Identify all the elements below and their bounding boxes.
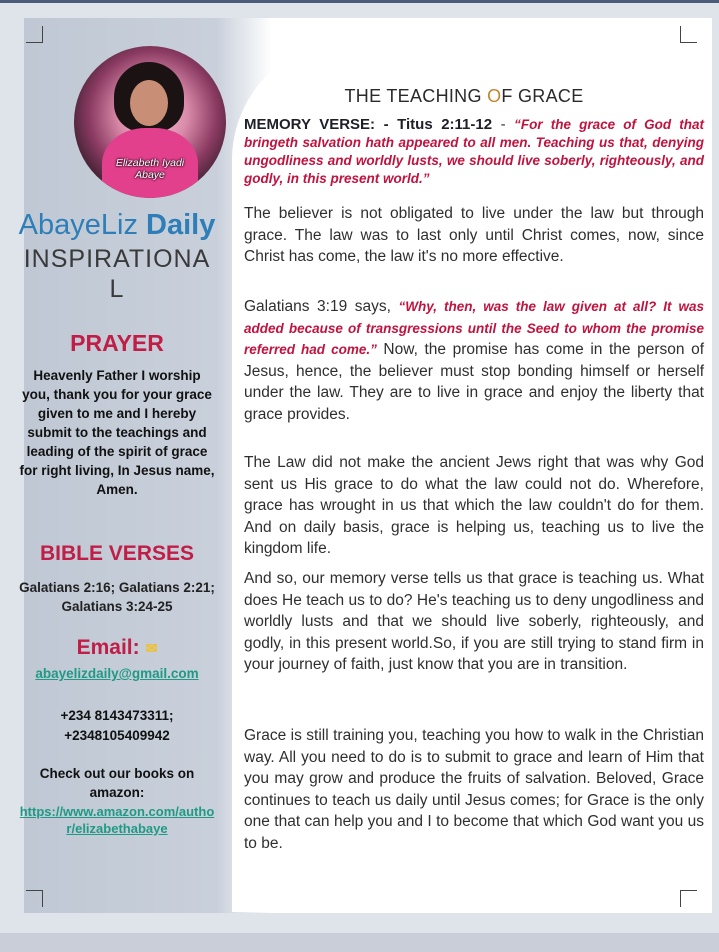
paragraph-5: Grace is still training you, teaching you how to walk in the Christian way. All you need to do is to submit to grace and learn of Him that you may grow and produce the fruits of salvation. Beloved, Grace continues to teach us daily until Jesus comes; for Grace is the only one that can help you and I to become that which God want you us to be. (244, 727, 704, 852)
paragraph-3: The Law did not make the ancient Jews right that was why God sent us His grace to do what the law could not do. Wherefore, grace has wrought in us that which the law couldn't do for them. And on daily basis, grace is helping us, teaching us to live the kingdom life. (244, 454, 704, 558)
crop-mark-bottom-left (26, 890, 43, 907)
phone-1: +234 8143473311; (60, 708, 174, 723)
email-heading (18, 636, 216, 660)
paragraph-1: The believer is not obligated to live under the law but through grace. The law was to last only until Christ comes, now, since Christ has come, the law it's no more effective. (244, 205, 704, 266)
article-title (244, 86, 684, 107)
envelope-icon: ✉ (145, 639, 158, 656)
crop-mark-top-left (26, 26, 43, 43)
phone-2: +2348105409942 (64, 728, 170, 743)
paragraph-2-quote: “Why, then, was the law given at all? It was added because of transgressions until the Seed to whom the promise referred had come.” (244, 299, 704, 358)
crop-mark-bottom-right (680, 890, 697, 907)
top-border (0, 0, 719, 3)
author-caption-line2: Abaye (135, 169, 165, 181)
brand-name-part2: Daily (146, 209, 216, 241)
avatar-face (130, 80, 168, 126)
author-caption (74, 157, 226, 181)
memory-verse-label: MEMORY VERSE: - Titus 2:11-12 (244, 116, 493, 133)
brand-name-part1: AbayeLiz (18, 209, 138, 241)
prayer-text: Heavenly Father I worship you, thank you for your grace given to me and I hereby submit to the teachings and leading of the spirit of grace for right living, In Jesus name, Amen. (19, 368, 215, 497)
phone-numbers (18, 706, 216, 746)
books-text: Check out our books on amazon: (39, 766, 195, 800)
title-letter-o: O (487, 86, 502, 106)
bible-verses-heading: BIBLE VERSES (39, 542, 195, 565)
paragraph-2 (244, 296, 704, 426)
prayer-heading: PRAYER (70, 330, 164, 356)
crop-mark-top-right (680, 26, 697, 43)
paragraph-2-ref: Galatians 3:19 says, (244, 298, 399, 315)
email-heading-label: Email: (76, 636, 140, 659)
memory-verse (244, 116, 704, 188)
brand-subtitle: INSPIRATIONAL (23, 245, 211, 303)
brand-name (18, 206, 216, 244)
title-part2: F GRACE (501, 86, 584, 106)
author-avatar (74, 46, 226, 198)
amazon-books-link[interactable]: https://www.amazon.com/author/elizabethabaye (19, 804, 215, 836)
bible-verses-text: Galatians 2:16; Galatians 2:21; Galatians 3:24-25 (19, 580, 215, 614)
memory-verse-dash: - (492, 116, 515, 133)
memory-verse-quote: “For the grace of God that bringeth salvation hath appeared to all men. Teaching us that, denying ungodliness and worldly lusts, we should live soberly, righteously, and godly, in this present world.” (244, 117, 704, 186)
author-caption-line1: Elizabeth Iyadi (115, 157, 185, 169)
brand-block (18, 206, 216, 304)
paragraph-2-rest: Now, the promise has come in the person of Jesus, hence, the believer must stop bonding himself or herself under the law. They are to live in grace and enjoy the liberty that grace provides. (244, 341, 705, 423)
paragraph-4: And so, our memory verse tells us that grace is teaching us. What does He teach us to do? He's teaching us to deny ungodliness and worldly lusts and that we should live soberly, righteously, and godly, in this present world.So, if you are still trying to stand firm in your journey of faith, just know that you are in transition. (244, 570, 704, 674)
bottom-strip (0, 933, 719, 952)
title-part1: THE TEACHING (344, 86, 488, 106)
email-link[interactable]: abayelizdaily@gmail.com (35, 666, 199, 681)
